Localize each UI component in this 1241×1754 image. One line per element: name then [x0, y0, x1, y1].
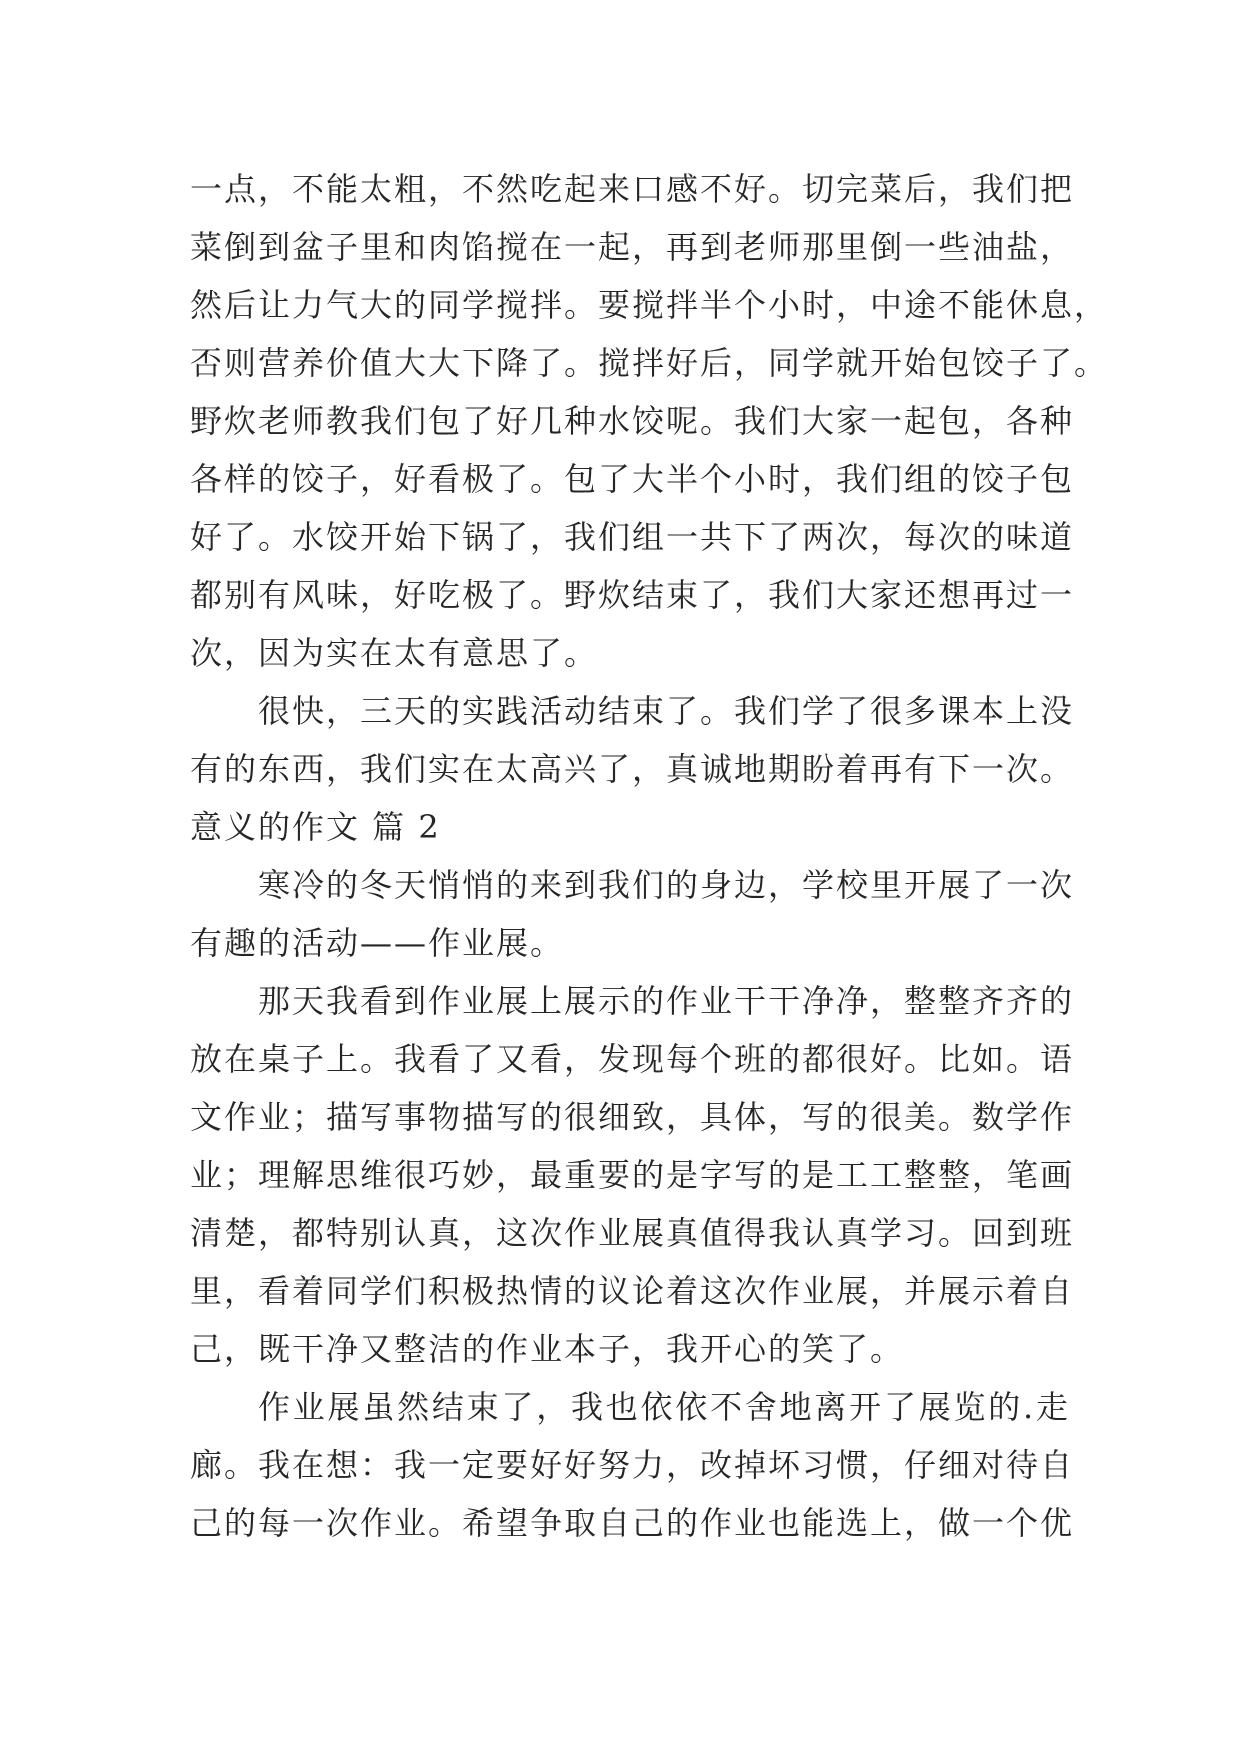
- text-line: 次，因为实在太有意思了。: [190, 634, 599, 672]
- text-line: 菜倒到盆子里和肉馅搅在一起，再到老师那里倒一些油盐，: [190, 228, 1075, 266]
- text-line: 一点，不能太粗，不然吃起来口感不好。切完菜后，我们把: [190, 170, 1075, 208]
- text-line: 各样的饺子，好看极了。包了大半个小时，我们组的饺子包: [190, 460, 1075, 498]
- text-line: 否则营养价值大大下降了。搅拌好后，同学就开始包饺子了。: [190, 344, 1109, 382]
- text-line: 那天我看到作业展上展示的作业干干净净，整整齐齐的: [258, 982, 1075, 1020]
- text-line: 放在桌子上。我看了又看，发现每个班的都很好。比如。语: [190, 1040, 1075, 1078]
- text-line: 寒冷的冬天悄悄的来到我们的身边，学校里开展了一次: [258, 866, 1075, 904]
- text-line: 有的东西，我们实在太高兴了，真诚地期盼着再有下一次。: [190, 750, 1075, 788]
- section-heading: 意义的作文 篇 2: [190, 808, 441, 846]
- text-line: 里，看着同学们积极热情的议论着这次作业展，并展示着自: [190, 1272, 1075, 1310]
- text-line: 己，既干净又整洁的作业本子，我开心的笑了。: [190, 1330, 905, 1368]
- text-line: 文作业；描写事物描写的很细致，具体，写的很美。数学作: [190, 1098, 1075, 1136]
- text-line: 野炊老师教我们包了好几种水饺呢。我们大家一起包，各种: [190, 402, 1075, 440]
- text-line: 然后让力气大的同学搅拌。要搅拌半个小时，中途不能休息，: [190, 286, 1109, 324]
- text-line: 很快，三天的实践活动结束了。我们学了很多课本上没: [258, 692, 1075, 730]
- document-body: [190, 160, 1109, 1552]
- text-line: 己的每一次作业。希望争取自己的作业也能选上，做一个优: [190, 1504, 1075, 1542]
- text-line: 都别有风味，好吃极了。野炊结束了，我们大家还想再过一: [190, 576, 1075, 614]
- text-line: 作业展虽然结束了，我也依依不舍地离开了展览的.走: [258, 1388, 1070, 1426]
- text-line: 业；理解思维很巧妙，最重要的是字写的是工工整整，笔画: [190, 1156, 1075, 1194]
- text-line: 有趣的活动——作业展。: [190, 924, 565, 962]
- text-line: 清楚，都特别认真，这次作业展真值得我认真学习。回到班: [190, 1214, 1075, 1252]
- text-line: 廊。我在想：我一定要好好努力，改掉坏习惯，仔细对待自: [190, 1446, 1075, 1484]
- text-line: 好了。水饺开始下锅了，我们组一共下了两次，每次的味道: [190, 518, 1075, 556]
